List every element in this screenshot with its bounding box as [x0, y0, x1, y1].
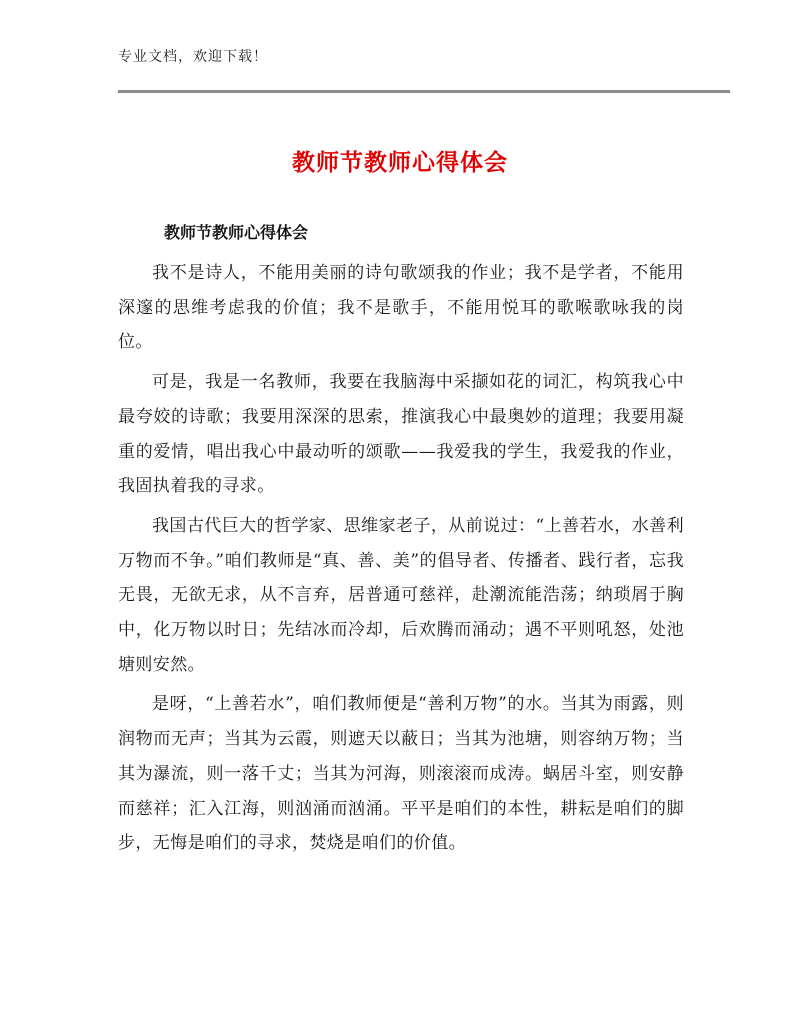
document-body [118, 256, 684, 866]
document-title: 教师节教师心得体会 [292, 150, 508, 176]
header-note: 专业文档，欢迎下载！ [118, 49, 268, 65]
paragraph-1: 我不是诗人，不能用美丽的诗句歌颂我的作业；我不是学者，不能用深邃的思维考虑我的价值；我不是歌手，不能用悦耳的歌喉歌咏我的岗位。 [118, 263, 684, 353]
paragraph-4: 是呀，“上善若水”，咱们教师便是“善利万物”的水。当其为雨露，则润物而无声；当其为云霞，则遮天以蔽日；当其为池塘，则容纳万物；当其为瀑流，则一落千丈；当其为河海，则滚滚而成涛。蜗居斗室，则安静而慈祥；汇入江海，则汹涌而汹涌。平平是咱们的本性，耕耘是咱们的脚步，无悔是咱们的寻求，焚烧是咱们的价值。 [118, 694, 684, 854]
document-subtitle: 教师节教师心得体会 [164, 223, 309, 242]
paragraph-2: 可是，我是一名教师，我要在我脑海中采撷如花的词汇，构筑我心中最夸姣的诗歌；我要用深深的思索，推演我心中最奥妙的道理；我要用凝重的爱情，唱出我心中最动听的颂歌——我爱我的学生，我爱我的作业，我固执着我的寻求。 [118, 372, 684, 497]
paragraph-3: 我国古代巨大的哲学家、思维家老子，从前说过：“上善若水，水善利万物而不争。”咱们教师是“真、善、美”的倡导者、传播者、践行者，忘我无畏，无欲无求，从不言弃，居普通可慈祥，赴潮流能浩荡；纳琐屑于胸中，化万物以时日；先结冰而冷却，后欢腾而涌动；遇不平则吼怒，处池塘则安然。 [118, 515, 684, 675]
header-divider [118, 90, 730, 93]
